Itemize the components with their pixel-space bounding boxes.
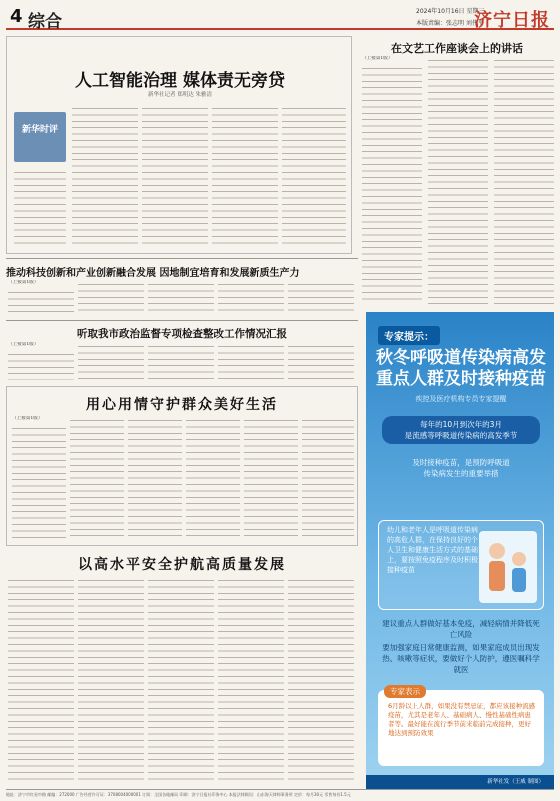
- ad-note-monitoring: 要加强家庭日常健康监测，如果家庭成员出现发热、咳嗽等症状，要做好个人防护，遵医嘱科学就医: [382, 643, 540, 674]
- care-article-text: [70, 416, 124, 540]
- divider: [6, 320, 358, 321]
- ad-tips-text: 6月龄以上人群，如果没有禁忌证，都应该接种流感疫苗，尤其是老年人、基础病人、慢性基础性病患者等。最好能在流行季节前来临前完成接种，更好地达到预防效果: [388, 702, 536, 737]
- editor-line: 本版责编：张志明 刘伟平: [416, 20, 484, 27]
- commentary-badge: 新华时评: [14, 112, 66, 162]
- care-article-source: （上接第1版）: [12, 416, 43, 421]
- safety-article-text: [288, 576, 354, 784]
- ad-risk-text: 幼儿和老年人是呼吸道传染病的高危人群，在保持良好的个人卫生和健康生活方式的基础上，要按照免疫程序及时积极接种疫苗: [387, 526, 478, 574]
- tech-article-text: [148, 280, 214, 316]
- family-illustration-icon: [479, 531, 537, 603]
- date-line: 2024年10月16日 星期三: [416, 8, 485, 15]
- ad-risk-box: [378, 520, 544, 610]
- page-footer: 地址：济宁市红星中路 邮编：272000 广告经营许可证：3708004000001 订阅：全国各地邮局 印刷：济宁日报社印务中心 本报法律顾问：山东海天律师事务所 定价：每月30元 零售每份1.5元: [6, 789, 554, 799]
- ai-article-text: [282, 104, 346, 248]
- care-article-title: 用心用情守护群众美好生活: [86, 397, 278, 413]
- care-article-text: [128, 416, 182, 540]
- page-number: 4: [10, 6, 23, 27]
- safety-article-text: [8, 576, 74, 784]
- tech-article-title: 推动科技创新和产业创新融合发展 因地制宜培育和发展新质生产力: [6, 268, 300, 279]
- ai-article-text: [72, 104, 138, 248]
- ad-subtitle: 疾控及医疗机构专员专家提醒: [415, 395, 507, 403]
- masthead: [6, 6, 554, 30]
- ad-tips-heading: 专家表示: [384, 685, 426, 698]
- ad-expert-tag: 专家提示：: [378, 326, 440, 345]
- ai-article-text: [142, 104, 208, 248]
- ad-season-pill: 每年的10月到次年的3月 是流感等呼吸道传染病的高发季节: [382, 416, 540, 444]
- supervision-article-source: （上接第1版）: [8, 342, 39, 347]
- safety-article-text: [78, 576, 144, 784]
- tech-article-text: [8, 288, 74, 316]
- care-article-text: [244, 416, 298, 540]
- safety-article-text: [148, 576, 214, 784]
- culture-article-source: （上接第1版）: [362, 56, 393, 61]
- care-article-text: [186, 416, 240, 540]
- ai-article-title: 人工智能治理 媒体责无旁贷: [75, 71, 285, 91]
- tech-article-text: [288, 280, 354, 316]
- supervision-article-text: [288, 342, 354, 380]
- ad-note-immunity: 建议重点人群做好基本免疫，减轻病情并降低死亡风险: [382, 619, 540, 639]
- section-title: 综合: [28, 12, 62, 32]
- tech-article-text: [218, 280, 284, 316]
- supervision-article-text: [78, 342, 144, 380]
- safety-article-title: 以高水平安全护航高质量发展: [78, 557, 286, 573]
- tech-article-source: （上接第1版）: [8, 280, 39, 285]
- newspaper-logo: 济宁日报: [474, 10, 550, 31]
- ad-vaccine-note: 及时接种疫苗，是预防呼吸道 传染病发生的重要举措: [412, 458, 510, 478]
- ai-article-text: [212, 104, 278, 248]
- culture-article-text: [494, 56, 554, 304]
- tech-article-text: [78, 280, 144, 316]
- ad-title: 秋冬呼吸道传染病高发 重点人群及时接种疫苗: [376, 348, 546, 389]
- ai-article-text: [14, 168, 66, 248]
- culture-article-title: 在文艺工作座谈会上的讲话: [391, 42, 523, 55]
- supervision-article-text: [148, 342, 214, 380]
- care-article-text: [302, 416, 354, 540]
- supervision-article-text: [218, 342, 284, 380]
- supervision-article-title: 听取我市政治监督专项检查整改工作情况汇报: [77, 328, 287, 340]
- divider: [6, 258, 358, 259]
- care-article-text: [12, 424, 66, 540]
- safety-article-text: [218, 576, 284, 784]
- supervision-article-text: [8, 350, 74, 380]
- culture-article-text: [428, 56, 488, 304]
- vaccine-advertisement: [366, 312, 554, 789]
- ad-credit: 新华社发（王威 制图）: [366, 775, 554, 789]
- culture-article-text: [362, 64, 422, 304]
- ai-article-byline: 新华社记者 郑明达 朱雅清: [148, 92, 212, 98]
